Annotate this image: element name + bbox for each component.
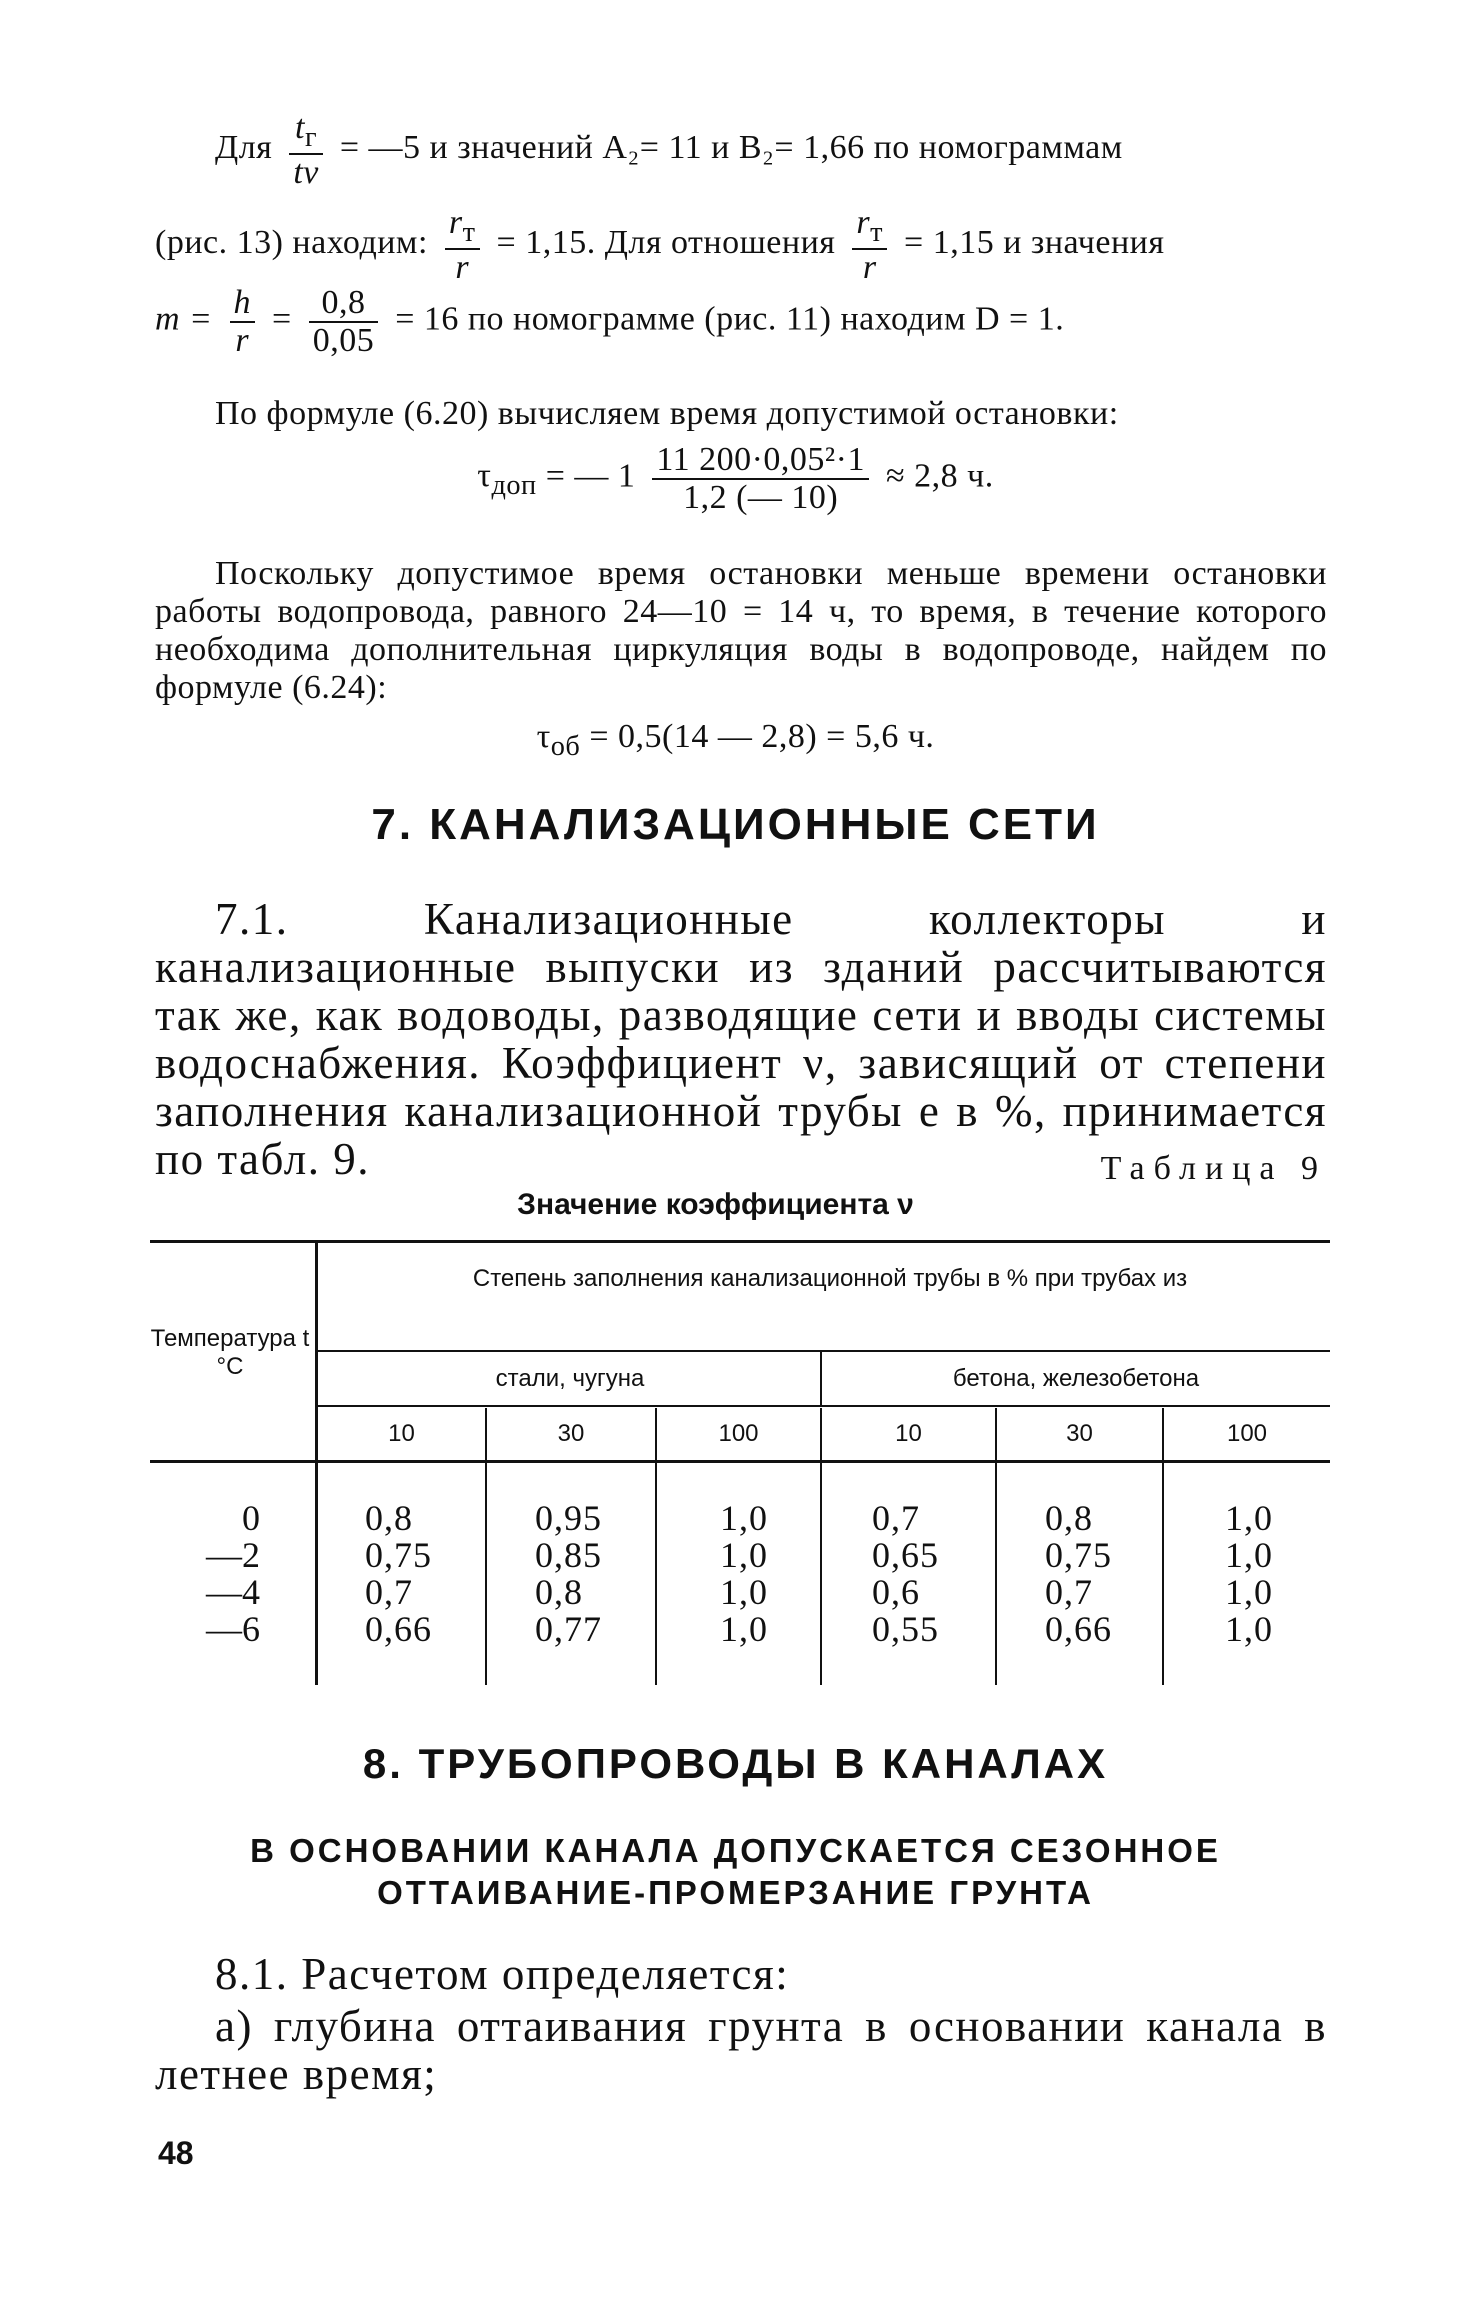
table-cell: 0,65 bbox=[872, 1535, 939, 1575]
table-vline-c3 bbox=[820, 1408, 822, 1685]
formula-tau-ob: $\tau_{об} = 0,5(14$ — 2,8) = 5,6 ч. bbox=[536, 718, 935, 762]
table-head-rule bbox=[150, 1460, 1330, 1463]
table-vline-c2 bbox=[655, 1408, 657, 1685]
table-subcol: 30 bbox=[1066, 1420, 1093, 1447]
table-caption: Значение коэффициента ν bbox=[517, 1188, 914, 1221]
fraction-rt-r-1: $\frac{r_т}{r}$ bbox=[445, 205, 480, 285]
table-subcol: 10 bbox=[895, 1420, 922, 1447]
table-cell: 0,66 bbox=[1045, 1609, 1112, 1649]
table-cell: 0,6 bbox=[872, 1572, 920, 1612]
table-temps-column bbox=[150, 1500, 260, 1648]
table-cell: 1,0 bbox=[1225, 1572, 1273, 1612]
table-column-1 bbox=[365, 1500, 432, 1648]
para-8-1: 8.1. Расчетом определяется: bbox=[215, 1949, 790, 1999]
table-temp: 0 bbox=[242, 1498, 260, 1538]
table-cell: 0,7 bbox=[365, 1572, 413, 1612]
table-cell: 1,0 bbox=[1225, 1609, 1273, 1649]
section-7-title: 7. КАНАЛИЗАЦИОННЫЕ СЕТИ bbox=[371, 800, 1100, 849]
table-subcol: 100 bbox=[718, 1420, 759, 1447]
table-subcol: 10 bbox=[388, 1420, 415, 1447]
table-temp: —4 bbox=[206, 1572, 260, 1612]
page-number: 48 bbox=[158, 2135, 194, 2171]
table-cell: 0,8 bbox=[1045, 1498, 1093, 1538]
para-5: Поскольку допустимое время остановки меньше времени остановки работы водопровода, равного 24—10 = 14 ч, то время, в течение которого необходима дополнительная циркуляция воды в водопроводе, найдем по формуле (6.24): bbox=[155, 555, 1327, 706]
para-1 bbox=[155, 110, 1327, 190]
fraction-h-r: $\frac{h}{r}$ bbox=[230, 285, 256, 358]
section-8-subtitle-line-2: ОТТАИВАНИЕ-ПРОМЕРЗАНИЕ ГРУНТА bbox=[377, 1874, 1094, 1911]
table-temp: —6 bbox=[206, 1609, 260, 1649]
table-header-temperature: Температура t °C bbox=[150, 1325, 310, 1380]
fraction-rt-r-2: $\frac{r_т}{r}$ bbox=[852, 205, 887, 285]
table-header-main: Степень заполнения канализационной трубы в % при трубах из bbox=[472, 1265, 1188, 1292]
table-cell: 0,77 bbox=[535, 1609, 602, 1649]
fraction-08-005: $\frac{0,8}{0,05}$ bbox=[309, 285, 379, 358]
table-subcol: 100 bbox=[1226, 1420, 1268, 1447]
table-vline-c4 bbox=[995, 1408, 997, 1685]
table-group-steel: стали, чугуна bbox=[495, 1365, 645, 1392]
table-subcol: 30 bbox=[557, 1420, 585, 1447]
table-group-concrete: бетона, железобетона bbox=[952, 1365, 1200, 1392]
table-column-2 bbox=[535, 1500, 602, 1648]
table-cell: 1,0 bbox=[720, 1609, 768, 1649]
table-column-5 bbox=[1045, 1500, 1112, 1648]
para-2: (рис. 13) находим: $\frac{r_т}{r}$ = 1,15. Для отношения $\frac{r_т}{r}$ = 1,15 и значения bbox=[155, 204, 1165, 286]
table-cell: 0,66 bbox=[365, 1609, 432, 1649]
para-1-rest: = —5 и значений A₂= 11 и B₂= 1,66 по номограммам bbox=[339, 128, 1123, 166]
table-cell: 1,0 bbox=[720, 1498, 768, 1538]
para-4: По формуле (6.20) вычисляем время допустимой остановки: bbox=[215, 395, 1119, 432]
table-column-6 bbox=[1225, 1500, 1273, 1648]
formula-tau-dop: $\tau_{доп}$ = — 1 $\frac{\text{11 200·0,05²·1}}{1,2 (— 10)}$ ≈ 2,8 ч. bbox=[477, 441, 994, 516]
table-cell: 0,85 bbox=[535, 1535, 602, 1575]
table-cell: 0,75 bbox=[365, 1535, 432, 1575]
table-rule-groups bbox=[315, 1350, 1330, 1352]
table-vline-temp bbox=[315, 1240, 318, 1685]
table-cell: 0,8 bbox=[535, 1572, 583, 1612]
table-cell: 0,7 bbox=[872, 1498, 920, 1538]
table-cell: 1,0 bbox=[720, 1535, 768, 1575]
table-vline-c5 bbox=[1162, 1408, 1164, 1685]
para-7-1: 7.1. Канализационные коллекторы и канализационные выпуски из зданий рассчитываются так же, как водоводы, разводящие сети и вводы системы водоснабжения. Коэффициент ν, зависящий от степени заполнения канализационной трубы e в %, принимается по табл. 9. bbox=[155, 894, 1327, 1184]
fraction-tg-tv: $\frac{t_г}{t\nu}$ bbox=[289, 110, 323, 190]
table-column-3 bbox=[720, 1500, 768, 1648]
table-column-4 bbox=[872, 1500, 939, 1648]
table-temp: —2 bbox=[206, 1535, 260, 1575]
table-cell: 0,55 bbox=[872, 1609, 939, 1649]
table-top-rule bbox=[150, 1240, 1330, 1243]
fraction-formula1: $\frac{\text{11 200·0,05²·1}}{1,2 (— 10)}$ bbox=[652, 442, 869, 515]
table-cell: 1,0 bbox=[720, 1572, 768, 1612]
para-1-word: Для bbox=[215, 128, 273, 166]
table-cell: 0,8 bbox=[365, 1498, 413, 1538]
table-cell: 0,95 bbox=[535, 1498, 602, 1538]
para-8-a: а) глубина оттаивания грунта в основании канала в летнее время; bbox=[155, 2001, 1327, 2099]
section-8-subtitle-line-1: В ОСНОВАНИИ КАНАЛА ДОПУСКАЕТСЯ СЕЗОННОЕ bbox=[250, 1832, 1221, 1869]
table-cell: 0,7 bbox=[1045, 1572, 1093, 1612]
table-rule-subcols bbox=[315, 1405, 1330, 1407]
section-8-subtitle bbox=[0, 1830, 1471, 1914]
para-3: m = $\frac{h}{r}$ = $\frac{0,8}{0,05}$ = 16 по номограмме (рис. 11) находим D = 1. bbox=[155, 284, 1065, 359]
section-8-title: 8. ТРУБОПРОВОДЫ В КАНАЛАХ bbox=[362, 1740, 1109, 1787]
table-cell: 1,0 bbox=[1225, 1535, 1273, 1575]
table-label: Таблица 9 bbox=[1100, 1150, 1327, 1187]
table-cell: 1,0 bbox=[1225, 1498, 1273, 1538]
table-cell: 0,75 bbox=[1045, 1535, 1112, 1575]
table-vline-c1 bbox=[485, 1408, 487, 1685]
